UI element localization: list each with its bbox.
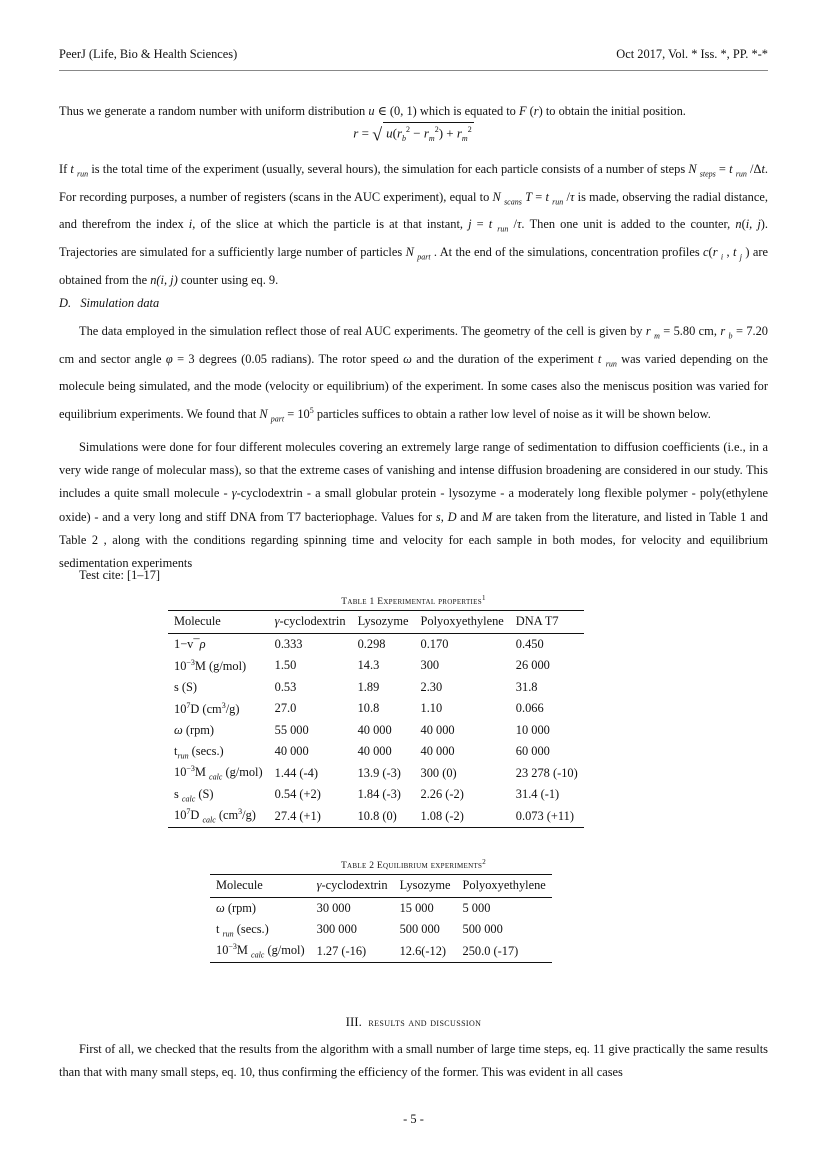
paragraph-random-position: Thus we generate a random number with uniform distribution u ∈ (0, 1) which is equated to F (r) to obtain the initial position. [59, 104, 686, 118]
table-header-cell: Molecule [168, 611, 269, 634]
table-experimental-properties [168, 610, 584, 828]
table-row: 1−v¯ρ 0.333 0.298 0.170 0.450 [174, 636, 544, 651]
section-heading-simulation-data: D. Simulation data [59, 296, 160, 310]
table-row: $10^{-3}M$ $_{calc}$ (g/mol) 1.27 (-16) 12.6(-12) 250.0 (-17) [210, 941, 552, 963]
table-header-cell: γ-cyclodextrin [269, 611, 352, 634]
table-row: ω (rpm) 30 000 15 000 5 000 [216, 900, 491, 915]
paragraph-simulation-steps: If t $_{run}$ is the total time of the experiment (usually, several hours), the simulation for each particle consists of a number of steps N $_{steps}$ = t $_{run}$ /Δt. For recording purposes, a number of registers (scans in the AUC experiment), equal to N $_{scans}$ T = t $_{run}$ /τ is made, observing the radial distance, and therefrom the index i, of the slice at which the particle is at that instant, j = t $_{run}$ /τ. Then one unit is added to the counter, n(i, j). Trajectories are simulated for a sufficiently large number of particles N $_{part}$ . At the end of the simulations, concentration profiles c(r $_i$ , t $_j$ ) are obtained from the n(i, j) counter using eq. 9. [59, 162, 769, 287]
table-header-cell: DNA T7 [510, 611, 584, 634]
table-header-cell: Molecule [210, 875, 311, 898]
table2-caption: Table 2 Equilibrium experiments$^2$ [340, 858, 487, 872]
table1-caption: Table 1 Experimental properties$^1$ [341, 594, 486, 608]
page-number: - 5 - [403, 1112, 424, 1126]
paragraph-test-cite: Test cite: [1–17] [79, 568, 161, 582]
header-rule [59, 70, 768, 71]
table-row: $10^7D$ $(cm^3/g)$ 27.0 10.8 1.10 0.066 [174, 700, 544, 716]
table-header-row [210, 875, 552, 898]
table-row: $10^7D$ $_{calc}$ $(cm^3/g)$ 27.4 (+1) 10.8 (0) 1.08 (-2) 0.073 (+11) [168, 806, 584, 828]
table-row: t $_{run}$ (secs.) 300 000 500 000 500 000 [216, 921, 503, 938]
table-header-row [168, 611, 584, 634]
table-header-cell: γ-cyclodextrin [311, 875, 394, 898]
equation-initial-position: r = √ $u(r_b^2 - r_m^2) + r_m^2$ [59, 122, 768, 145]
section-heading-results: III. results and discussion [345, 1014, 482, 1029]
table-row: $10^{-3}M$ (g/mol) 1.50 14.3 300 26 000 [174, 657, 550, 673]
issue-info: Oct 2017, Vol. * Iss. *, PP. *-* [616, 47, 768, 61]
table-row: $10^{-3}M$ $_{calc}$ (g/mol) 1.44 (-4) 13.9 (-3) 300 (0) 23 278 (-10) [174, 764, 578, 783]
table-header-cell: Lysozyme [394, 875, 457, 898]
paragraph-molecules: Simulations were done for four different molecules covering an extremely large range of sedimentation to diffusion coefficients (i.e., in a very wide range of molecular mass), so that the extreme cases of vanishing and intense diffusion broadening are considered in our study. This includes a quite small molecule - γ-cyclodextrin - a small globular protein - lysozyme - a moderately long flexible polymer - poly(ethylene oxide) - and a very long and stiff DNA from T7 bacteriophage. Values for s, D and M are taken from the literature, and listed in Table 1 and Table 2 , along with the conditions regarding spinning time and velocity for each sample in both modes, for velocity and equilibrium sedimentation experiments [59, 440, 768, 571]
table-row: s (S) 0.53 1.89 2.30 31.8 [174, 679, 538, 694]
table-header-cell: Lysozyme [352, 611, 415, 634]
table-row: s $_{calc}$ (S) 0.54 (+2) 1.84 (-3) 2.26 (-2) 31.4 (-1) [174, 786, 560, 803]
journal-name: PeerJ (Life, Bio & Health Sciences) [59, 47, 238, 61]
table-header-cell: Polyoxyethylene [415, 611, 510, 634]
table-row: $t_{run}$ (secs.) 40 000 40 000 40 000 60 000 [174, 743, 550, 760]
page-header [59, 47, 768, 62]
table-row: ω (rpm) 55 000 40 000 40 000 10 000 [174, 722, 550, 737]
paragraph-results: First of all, we checked that the results from the algorithm with a small number of large time steps, eq. 11 give practically the same results than that with many small steps, eq. 10, thus confirming the efficiency of the former. This was evident in all cases [59, 1042, 768, 1080]
table-equilibrium-experiments [210, 874, 552, 963]
table-header-cell: Polyoxyethylene [457, 875, 552, 898]
paragraph-simulation-data: The data employed in the simulation reflect those of real AUC experiments. The geometry of the cell is given by r $_m$ = 5.80 cm, r $_b$ = 7.20 cm and sector angle φ = 3 degrees (0.05 radians). The rotor speed ω and the duration of the experiment t $_{run}$ was varied depending on the molecule being simulated, and the mode (velocity or equilibrium) of the experiment. In some cases also the meniscus position was varied for equilibrium experiments. We found that N $_{part} = 10^5$ particles suffices to obtain a rather low level of noise as it will be shown below. [59, 324, 768, 424]
